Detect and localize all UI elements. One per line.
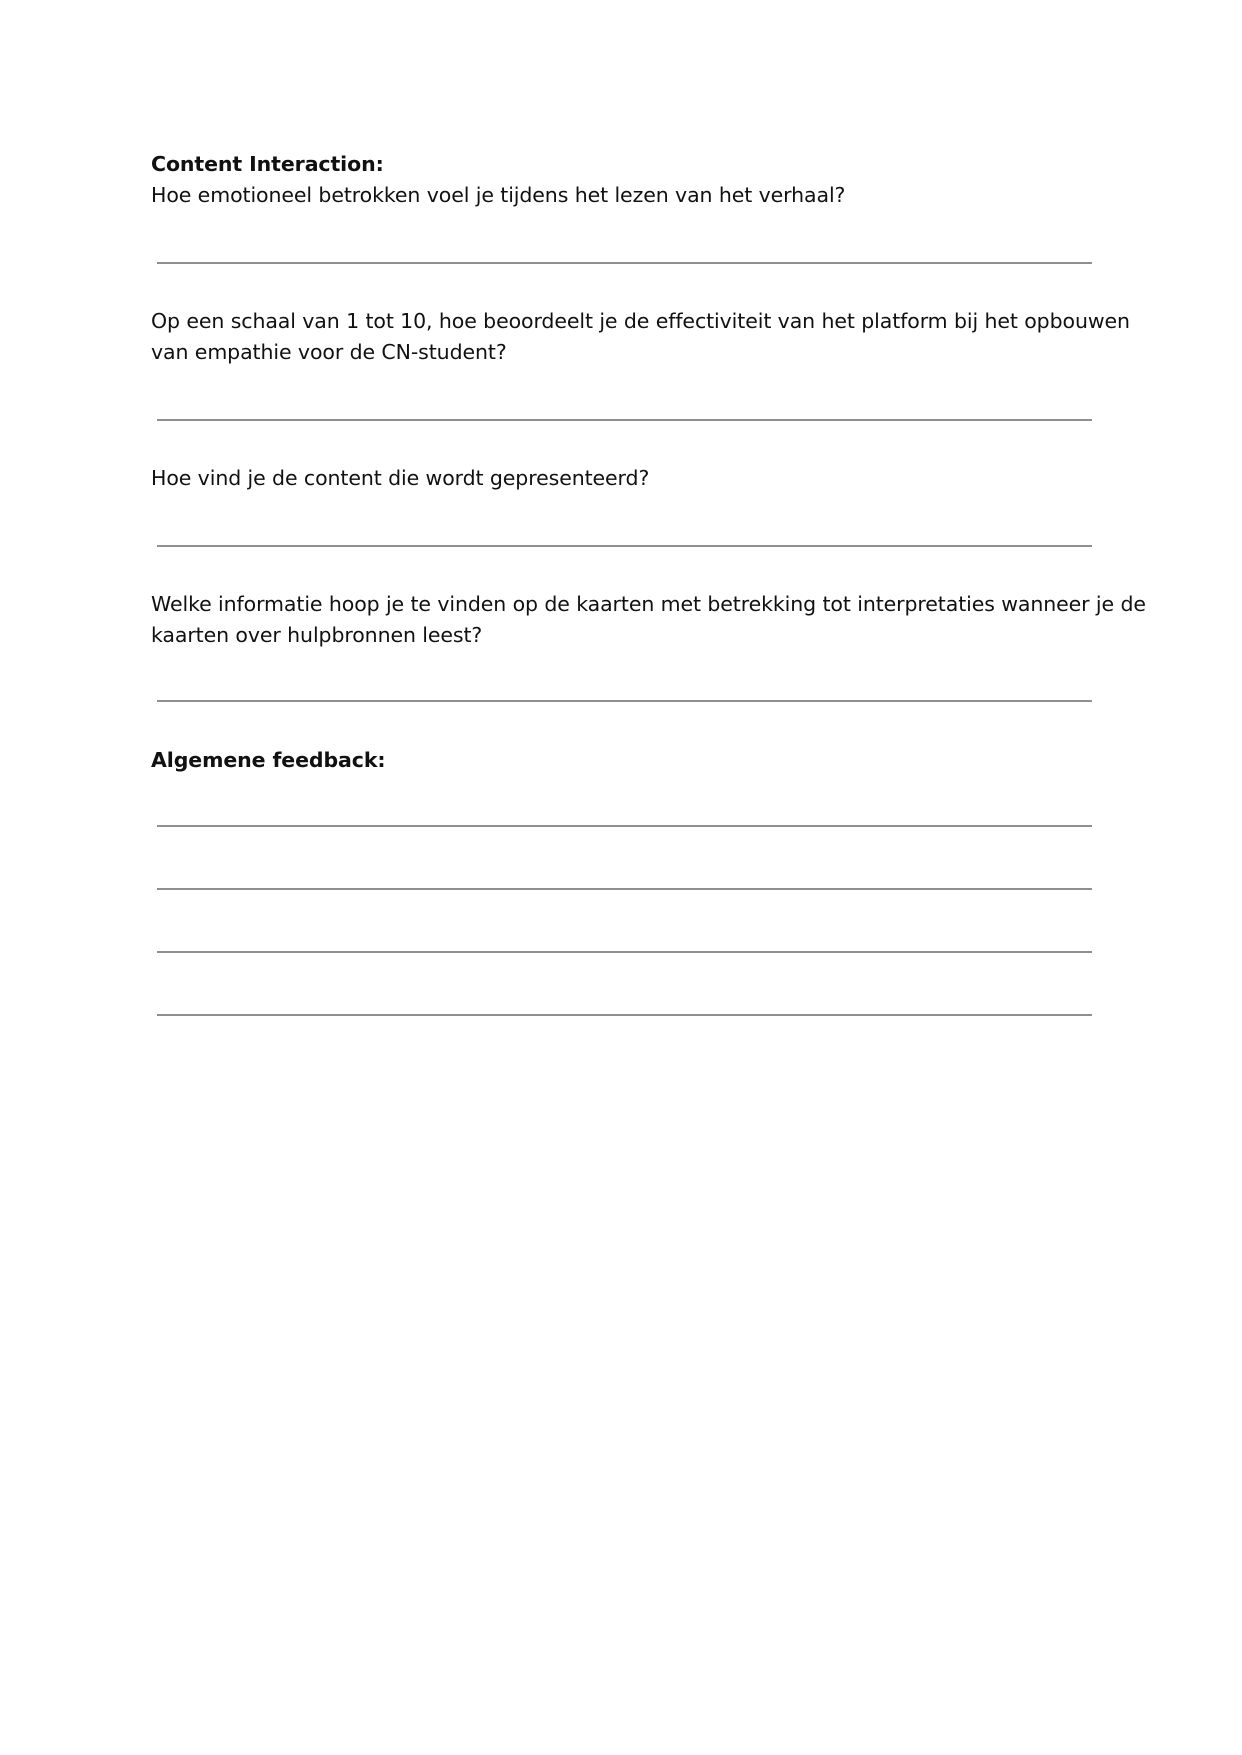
feedback-line-4[interactable]	[157, 1014, 1092, 1016]
answer-line-question-2[interactable]	[157, 419, 1092, 421]
question-3-text: Hoe vind je de content die wordt gepresenteerd?	[151, 466, 650, 490]
question-2-text-line-1: Op een schaal van 1 tot 10, hoe beoordeelt je de effectiviteit van het platform bij het opbouwen	[151, 309, 1130, 333]
question-1-text: Hoe emotioneel betrokken voel je tijdens het lezen van het verhaal?	[151, 183, 846, 207]
feedback-line-2[interactable]	[157, 888, 1092, 890]
question-4-text-line-1: Welke informatie hoop je te vinden op de kaarten met betrekking tot interpretaties wanneer je de	[151, 592, 1146, 616]
answer-line-question-1[interactable]	[157, 262, 1092, 264]
feedback-line-3[interactable]	[157, 951, 1092, 953]
section-heading-content-interaction: Content Interaction:	[151, 152, 384, 176]
question-4-text-line-2: kaarten over hulpbronnen leest?	[151, 623, 483, 647]
answer-line-question-3[interactable]	[157, 545, 1092, 547]
feedback-line-1[interactable]	[157, 825, 1092, 827]
question-2-text-line-2: van empathie voor de CN-student?	[151, 340, 507, 364]
section-heading-general-feedback: Algemene feedback:	[151, 748, 386, 772]
answer-line-question-4[interactable]	[157, 700, 1092, 702]
